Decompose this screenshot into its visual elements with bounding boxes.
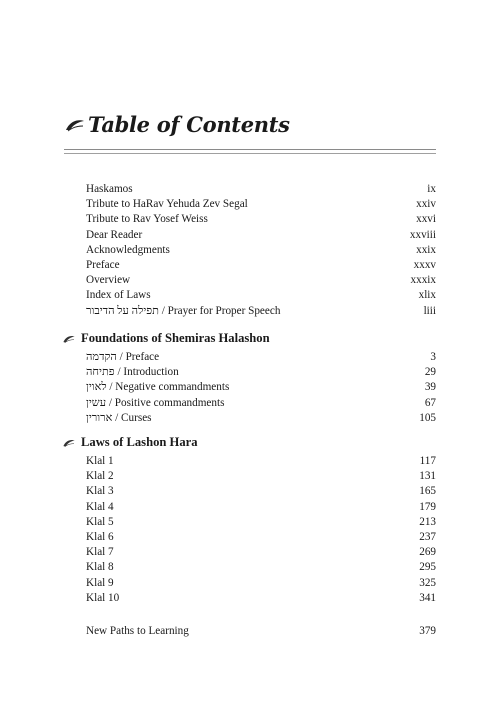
toc-entry[interactable] [86, 500, 436, 515]
entry-page: xxxv [413, 258, 436, 271]
entry-label-group [86, 380, 229, 395]
entry-hebrew: ארורין [86, 411, 113, 424]
entry-hebrew: עשין [86, 396, 107, 409]
section-heading-text: Laws of Lashon Hara [81, 435, 198, 449]
toc-entry[interactable] [86, 469, 436, 484]
entry-label: / Curses [112, 411, 152, 424]
toc-entry[interactable] [86, 396, 436, 411]
toc-entry[interactable] [86, 182, 436, 197]
toc-entry[interactable] [86, 576, 436, 591]
entry-label: Acknowledgments [86, 243, 170, 256]
page-title: Table of Contents [88, 112, 290, 137]
entry-label: Preface [86, 258, 120, 271]
title-rule-thin [64, 153, 436, 154]
toc-entry[interactable] [86, 545, 436, 560]
entry-label: Klal 9 [86, 576, 114, 589]
toc-entry[interactable] [86, 454, 436, 469]
toc-entry[interactable] [86, 243, 436, 258]
entry-label-group [86, 350, 159, 365]
entry-hebrew: לאוין [86, 381, 107, 394]
entry-page: 39 [424, 381, 436, 394]
entry-page: 117 [419, 455, 436, 467]
entry-hebrew: תפילה על הדיבור [86, 304, 159, 317]
toc-entry[interactable] [86, 530, 436, 545]
entry-page: 213 [419, 515, 436, 528]
entry-label: Klal 2 [86, 470, 114, 483]
entry-label: / Negative commandments [106, 381, 230, 394]
toc-entry[interactable] [86, 515, 436, 530]
entry-label: Klal 1 [86, 455, 114, 467]
entry-label: Klal 6 [86, 530, 114, 543]
entry-page: 105 [419, 411, 436, 424]
entry-label-group [86, 365, 179, 380]
entry-label: Dear Reader [86, 228, 143, 241]
entry-label: / Introduction [114, 366, 179, 379]
title-rule [64, 149, 436, 150]
entry-page: xlix [418, 289, 436, 302]
entry-page: 325 [419, 576, 436, 589]
entry-label: Index of Laws [86, 289, 151, 302]
entry-page: 67 [424, 396, 436, 409]
entry-label: Klal 7 [86, 546, 114, 559]
toc-entry[interactable] [86, 411, 436, 426]
entry-label-group [86, 396, 224, 411]
entry-hebrew: הקדמה [86, 351, 117, 363]
entry-label: New Paths to Learning [86, 625, 189, 637]
toc-entry[interactable] [86, 228, 436, 243]
section-heading-text: Foundations of Shemiras Halashon [81, 331, 270, 345]
section-heading[interactable] [62, 331, 270, 346]
toc-entry[interactable] [86, 560, 436, 575]
entry-label: Haskamos [86, 183, 133, 195]
toc-entry[interactable] [86, 273, 436, 288]
back-matter-list [86, 624, 436, 639]
title-row [64, 112, 436, 137]
entry-page: 131 [419, 470, 436, 483]
entry-page: xxvi [416, 213, 436, 226]
entry-page: 237 [419, 530, 436, 543]
entry-page: xxix [416, 243, 436, 256]
entry-hebrew: פתיחה [86, 366, 115, 379]
toc-entry[interactable] [86, 365, 436, 380]
leaf-flourish-icon [62, 438, 76, 448]
entry-page: 165 [419, 485, 436, 498]
leaf-flourish-icon [62, 334, 76, 344]
entry-label: Klal 4 [86, 500, 114, 513]
entry-page: liii [423, 304, 436, 317]
front-matter-list [86, 182, 436, 319]
entry-label: / Preface [116, 351, 160, 363]
entry-label: / Prayer for Proper Speech [158, 304, 281, 317]
entry-label: Klal 10 [86, 591, 120, 604]
entry-page: 269 [419, 546, 436, 559]
section-heading[interactable] [62, 435, 198, 450]
toc-entry[interactable] [86, 288, 436, 303]
toc-entry[interactable] [86, 484, 436, 499]
toc-entry[interactable] [86, 380, 436, 395]
toc-entry[interactable] [86, 350, 436, 365]
entry-page: xxviii [409, 228, 436, 241]
entry-label: Klal 3 [86, 485, 114, 498]
entry-label-group [86, 411, 152, 426]
entry-page: xxiv [416, 198, 436, 211]
entry-label: Tribute to Rav Yosef Weiss [86, 213, 208, 226]
entry-label: Klal 8 [86, 561, 114, 574]
toc-entry[interactable] [86, 258, 436, 273]
toc-entry[interactable] [86, 197, 436, 212]
entry-label-group [86, 304, 280, 319]
entry-page: 379 [419, 625, 436, 637]
entry-page: ix [427, 183, 436, 195]
entry-page: 295 [419, 561, 436, 574]
toc-entry[interactable] [86, 591, 436, 606]
section-foundations-list [86, 350, 436, 426]
entry-page: 3 [430, 351, 436, 363]
entry-label: Klal 5 [86, 515, 114, 528]
entry-label: Tribute to HaRav Yehuda Zev Segal [86, 198, 248, 211]
toc-entry[interactable] [86, 624, 436, 639]
entry-page: 341 [419, 591, 436, 604]
entry-label: / Positive commandments [106, 396, 225, 409]
entry-page: xxxix [410, 274, 436, 287]
entry-page: 179 [419, 500, 436, 513]
toc-entry[interactable] [86, 304, 436, 319]
entry-label: Overview [86, 274, 131, 287]
entry-page: 29 [424, 366, 436, 379]
toc-entry[interactable] [86, 212, 436, 227]
leaf-flourish-icon [64, 117, 86, 133]
section-laws-list [86, 454, 436, 606]
